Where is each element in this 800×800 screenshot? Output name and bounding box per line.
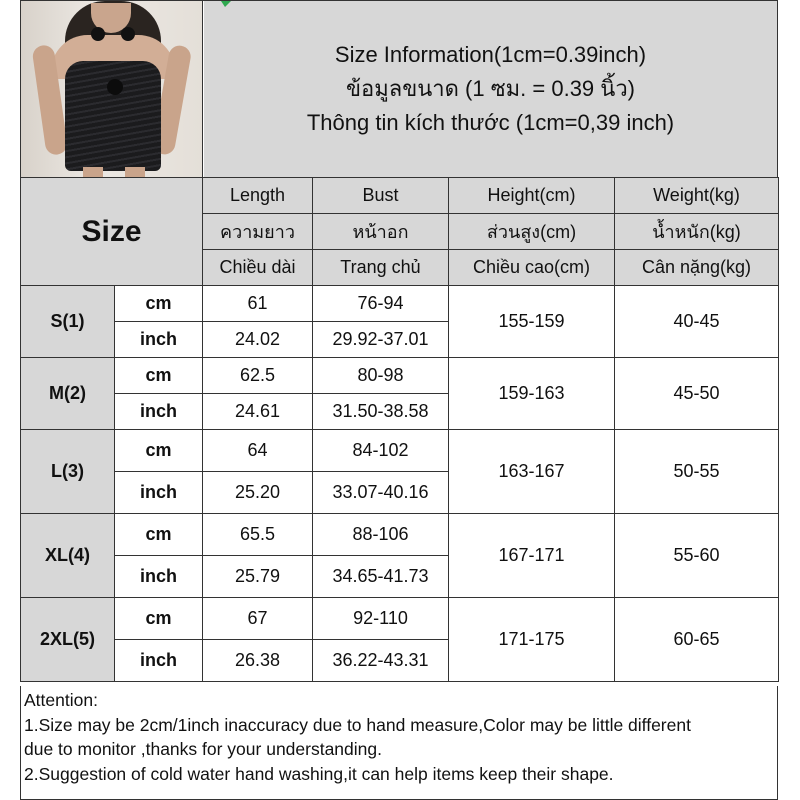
attention-line: 1.Size may be 2cm/1inch inaccuracy due to hand measure,Color may be little different <box>24 714 691 735</box>
bust-cell: 84-102 <box>313 430 449 472</box>
unit-label: cm <box>115 598 203 640</box>
weight-cell: 60-65 <box>615 598 779 682</box>
col-weight-vi: Cân nặng(kg) <box>615 250 779 286</box>
table-row <box>21 358 779 394</box>
length-cell: 24.02 <box>203 322 313 358</box>
bust-cell: 29.92-37.01 <box>313 322 449 358</box>
attention-notes <box>20 686 778 800</box>
length-cell: 65.5 <box>203 514 313 556</box>
size-chart <box>20 0 778 800</box>
size-info-title <box>204 1 777 177</box>
col-weight-th: น้ำหนัก(kg) <box>615 214 779 250</box>
bust-cell: 33.07-40.16 <box>313 472 449 514</box>
table-row <box>21 598 779 640</box>
unit-label: inch <box>115 322 203 358</box>
length-cell: 24.61 <box>203 394 313 430</box>
length-cell: 62.5 <box>203 358 313 394</box>
col-length-th: ความยาว <box>203 214 313 250</box>
length-cell: 25.20 <box>203 472 313 514</box>
bust-cell: 80-98 <box>313 358 449 394</box>
attention-line: due to monitor ,thanks for your understanding. <box>24 739 382 759</box>
chart-header <box>20 0 778 177</box>
bust-cell: 92-110 <box>313 598 449 640</box>
col-height-vi: Chiều cao(cm) <box>449 250 615 286</box>
title-english: Size Information(1cm=0.39inch) <box>334 42 647 67</box>
bust-cell: 34.65-41.73 <box>313 556 449 598</box>
size-label: L(3) <box>21 430 115 514</box>
col-length-en: Length <box>203 178 313 214</box>
rose-icon <box>107 79 123 95</box>
col-bust-en: Bust <box>313 178 449 214</box>
weight-cell: 45-50 <box>615 358 779 430</box>
unit-label: inch <box>115 556 203 598</box>
unit-label: inch <box>115 640 203 682</box>
length-cell: 61 <box>203 286 313 322</box>
height-cell: 163-167 <box>449 430 615 514</box>
attention-title: Attention: <box>24 690 98 710</box>
length-cell: 67 <box>203 598 313 640</box>
corner-mark-icon <box>221 1 231 7</box>
size-label: S(1) <box>21 286 115 358</box>
col-weight-en: Weight(kg) <box>615 178 779 214</box>
black-dress <box>65 61 161 171</box>
height-cell: 171-175 <box>449 598 615 682</box>
bust-cell: 76-94 <box>313 286 449 322</box>
size-label: 2XL(5) <box>21 598 115 682</box>
unit-label: cm <box>115 430 203 472</box>
height-cell: 155-159 <box>449 286 615 358</box>
rose-icon <box>91 27 105 41</box>
weight-cell: 50-55 <box>615 430 779 514</box>
table-row <box>21 430 779 472</box>
col-height-th: ส่วนสูง(cm) <box>449 214 615 250</box>
rose-icon <box>121 27 135 41</box>
bust-cell: 36.22-43.31 <box>313 640 449 682</box>
length-cell: 26.38 <box>203 640 313 682</box>
size-header: Size <box>21 178 203 286</box>
table-row <box>21 514 779 556</box>
weight-cell: 55-60 <box>615 514 779 598</box>
col-height-en: Height(cm) <box>449 178 615 214</box>
height-cell: 167-171 <box>449 514 615 598</box>
size-label: M(2) <box>21 358 115 430</box>
height-cell: 159-163 <box>449 358 615 430</box>
col-bust-vi: Trang chủ <box>313 250 449 286</box>
bust-cell: 31.50-38.58 <box>313 394 449 430</box>
size-table <box>20 177 779 682</box>
bust-cell: 88-106 <box>313 514 449 556</box>
col-length-vi: Chiều dài <box>203 250 313 286</box>
product-photo <box>21 1 203 177</box>
length-cell: 25.79 <box>203 556 313 598</box>
title-thai: ข้อมูลขนาด (1 ซม. = 0.39 นิ้ว) <box>345 76 635 101</box>
length-cell: 64 <box>203 430 313 472</box>
attention-line: 2.Suggestion of cold water hand washing,it can help items keep their shape. <box>24 763 614 784</box>
unit-label: cm <box>115 286 203 322</box>
weight-cell: 40-45 <box>615 286 779 358</box>
col-bust-th: หน้าอก <box>313 214 449 250</box>
title-vietnamese: Thông tin kích thước (1cm=0,39 inch) <box>306 110 675 135</box>
unit-label: cm <box>115 358 203 394</box>
unit-label: cm <box>115 514 203 556</box>
unit-label: inch <box>115 394 203 430</box>
table-row <box>21 286 779 322</box>
unit-label: inch <box>115 472 203 514</box>
size-label: XL(4) <box>21 514 115 598</box>
